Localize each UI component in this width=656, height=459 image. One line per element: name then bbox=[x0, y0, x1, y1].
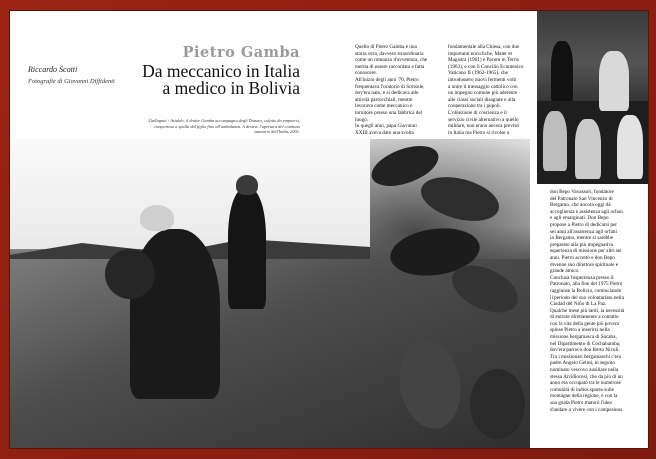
body-text-line: un impegno comune più aderente bbox=[448, 90, 518, 97]
body-text-line: frequentava l'oratorio di Sorisole, bbox=[355, 83, 425, 90]
body-text-line: il periodo del suo volontariato nella bbox=[550, 294, 624, 301]
body-text-line: con la vita della gente più povera bbox=[550, 320, 619, 327]
body-column-1 bbox=[355, 44, 440, 136]
side-photo-figure bbox=[599, 51, 629, 111]
body-text-line: (1963), e con il Concilio Ecumenico bbox=[448, 63, 524, 70]
body-text-line: In quegli anni, papa Giovanni bbox=[355, 123, 417, 130]
body-text-line: a unire il messaggio cattolico con bbox=[448, 83, 518, 90]
figure-child bbox=[105, 249, 155, 299]
photo-caption: Llallagaui - Asiuldo, il dottor Gamba accompagna degli Donato, colpito da empuersi, trasportato a spalla dal figlio fino all'ambulanza. A destra: l'apertura del comitato sanitario dell'India, 2001. bbox=[148, 118, 300, 135]
body-text-line: anno era occupato tra le numerose bbox=[550, 380, 622, 387]
body-text-line: anni. Pietro accettò e don Bepo bbox=[550, 254, 615, 261]
body-text-line: Patronato, alla fine del 1975 Pietro bbox=[550, 281, 623, 288]
body-text-line: All'inizio degli anni '70, Pietro bbox=[355, 76, 419, 83]
body-text-line: conoscere. bbox=[355, 70, 378, 77]
body-text-line: dov'era parroco don Berto Nicoli. bbox=[550, 347, 620, 354]
body-text-line: in Bergamo, mentre si sarebbe bbox=[550, 235, 614, 242]
body-text-line: merita di essere raccontata e fatta bbox=[355, 63, 425, 70]
body-text-line: sei anni all'assistenza agli orfani bbox=[550, 228, 617, 235]
body-text-line: luogo. bbox=[355, 116, 369, 123]
side-photo bbox=[537, 11, 648, 184]
body-text-line: propose a Pietro di dedicarsi per bbox=[550, 221, 617, 228]
body-column-2 bbox=[448, 44, 533, 136]
body-text-line: raggiunse la Bolivia, cominciando bbox=[550, 287, 622, 294]
body-text-line: montagne della regione, e con la bbox=[550, 393, 618, 400]
body-text-line: nominato vescovo ausiliare nella bbox=[550, 367, 619, 374]
carrier-hat bbox=[140, 205, 174, 231]
body-text-line: lavorava come meccanico e bbox=[355, 103, 413, 110]
byline bbox=[28, 65, 138, 86]
side-photo-person bbox=[551, 41, 573, 101]
side-photo-figure bbox=[543, 111, 567, 171]
headline-line-2: a medico in Bolivia bbox=[162, 78, 300, 98]
body-text-line: grande amico. bbox=[550, 268, 580, 275]
body-text-line: Qualche mese più tardi, la necessità bbox=[550, 307, 625, 314]
body-text-line: Ciudad del Niño di La Paz. bbox=[550, 301, 607, 308]
article-kicker: Pietro Gamba bbox=[182, 44, 300, 61]
body-text-line: importanti encicliche, Mater et bbox=[448, 50, 512, 57]
body-text-line: storia vera, davvero straordinaria bbox=[355, 50, 424, 57]
body-text-line: introdussero nuovi fermenti volti bbox=[448, 76, 517, 83]
side-photo-figure bbox=[617, 115, 643, 179]
body-text-line: del Patronato San Vincenzo di bbox=[550, 195, 613, 202]
main-photo bbox=[10, 139, 530, 448]
body-text-line: accoglienza e assistenza agli orfani bbox=[550, 208, 623, 215]
author-name: Riccardo Scotti bbox=[28, 65, 78, 74]
article-headline bbox=[138, 63, 300, 97]
body-text-line: Tra i missionari bergamaschi c'era bbox=[550, 353, 621, 360]
headline-line-1: Da meccanico in Italia bbox=[142, 61, 300, 81]
body-text-line: Bergamo, che ancora oggi dà bbox=[550, 202, 611, 209]
body-text-line: sua guida Pietro maturò l'idea bbox=[550, 400, 612, 406]
body-text-line: di entrare direttamente a contatto bbox=[550, 314, 619, 321]
body-text-line: don Bepo Vavassori, fondatore bbox=[550, 189, 614, 195]
body-text-line: L'obiezione di coscienza e il bbox=[448, 109, 507, 116]
body-text-line: padre Angelo Gelmi, in seguito bbox=[550, 360, 615, 367]
body-text-line: divenne suo direttore spirituale e bbox=[550, 261, 618, 268]
body-text-line: come un romanzo d'avventura, che bbox=[355, 57, 428, 64]
photo-ground bbox=[10, 259, 530, 448]
body-text-line: militare, non erano ancora previsti bbox=[448, 123, 520, 130]
cactus-pad bbox=[416, 169, 504, 228]
body-text-line: tornitore presso una fabbrica del bbox=[355, 109, 423, 116]
body-text-line: dov'era nato, e si dedicava alle bbox=[355, 90, 419, 97]
body-text-line: Conclusa l'esperienza presso il bbox=[550, 274, 614, 281]
body-text-line: in Italia ma Pietro si rivolse a bbox=[448, 129, 510, 136]
body-text-line: d'andare a vivere con i campesinos. bbox=[550, 406, 624, 413]
body-text-line: Quello di Pietro Gamba è una bbox=[355, 44, 417, 50]
body-text-line: Magistra (1961) e Pacem in Terris bbox=[448, 57, 519, 64]
body-text-line: servizio civile alternativo a quello bbox=[448, 116, 519, 123]
figure-walking bbox=[228, 189, 266, 309]
body-text-line: preparato alla più impegnativa bbox=[550, 241, 614, 248]
photo-credit: Fotografie di Giovanni Diffidenti bbox=[28, 78, 115, 85]
figure-head bbox=[236, 175, 258, 195]
body-text-line: esperienza di missione per altri sei bbox=[550, 248, 622, 255]
body-text-line: attività parrocchiali, mentre bbox=[355, 96, 413, 103]
body-text-line: nel Dipartimento di Cochabamba, bbox=[550, 340, 621, 347]
magazine-spread bbox=[10, 11, 648, 448]
side-photo-figure bbox=[575, 119, 601, 179]
body-text-line: comunità di indios sparse sulle bbox=[550, 386, 614, 393]
body-text-line: Vaticano II (1962-1965), che bbox=[448, 70, 508, 77]
body-text-line: fondamentale alla Chiesa, con due bbox=[448, 44, 520, 50]
body-text-line: e agli emarginati. Don Bepo bbox=[550, 215, 609, 222]
body-column-3 bbox=[550, 189, 648, 413]
body-text-line: cooperazione tra i popoli. bbox=[448, 103, 502, 110]
body-text-line: alle classi sociali disagiate e alla bbox=[448, 96, 516, 103]
body-text-line: XXIII aveva dato una svolta bbox=[355, 129, 414, 136]
body-text-line: stessa Arcidiocesi, che da più di un bbox=[550, 373, 623, 380]
body-text-line: missione bergamasca di Sacaba, bbox=[550, 334, 617, 341]
cactus-pad bbox=[470, 369, 525, 439]
body-text-line: spinse Pietro a inserirsi nella bbox=[550, 327, 610, 334]
